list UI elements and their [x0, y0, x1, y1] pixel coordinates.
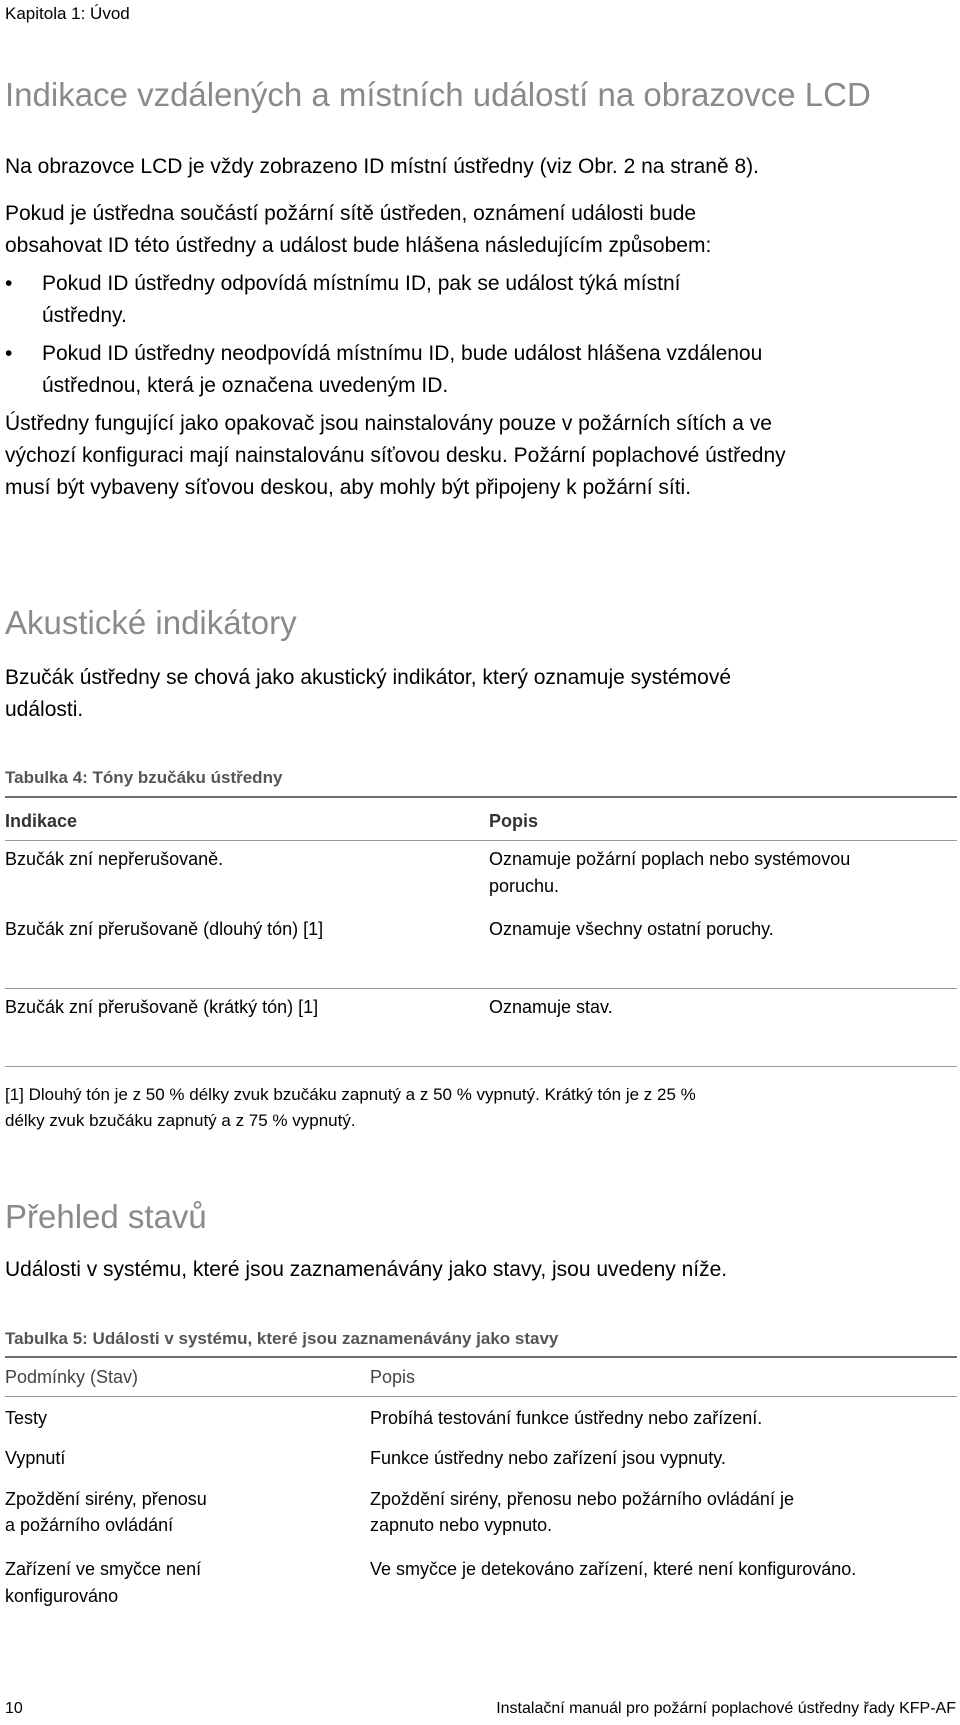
paragraph-repeater-line2: výchozí konfiguraci mají nainstalovánu síťovou desku. Požární poplachové ústředny	[5, 444, 786, 467]
paragraph-repeater-line1: Ústředny fungující jako opakovač jsou nainstalovány pouze v požárních sítích a ve	[5, 412, 772, 435]
bullet-item	[5, 338, 945, 402]
table5-caption: Tabulka 5: Události v systému, které jsou zaznamenávány jako stavy	[5, 1329, 559, 1348]
table5-cell-condition: Testy	[5, 1408, 48, 1428]
bullet-text-line2: ústřednou, která je označena uvedeným ID.	[42, 374, 449, 397]
table4-cell-indication: Bzučák zní přerušovaně (krátký tón) [1]	[5, 997, 319, 1017]
table5-cell-description: Zpoždění sirény, přenosu nebo požárního ovládání je	[370, 1489, 794, 1509]
table4-cell-indication: Bzučák zní přerušovaně (dlouhý tón) [1]	[5, 919, 324, 939]
table4-cell-description: Oznamuje požární poplach nebo systémovou	[489, 849, 851, 869]
table5-header-conditions: Podmínky (Stav)	[5, 1367, 139, 1387]
paragraph-network-line2: obsahovat ID této ústředny a událost bude hlášena následujícím způsobem:	[5, 234, 712, 257]
table5-cell-description: Funkce ústředny nebo zařízení jsou vypnuty.	[370, 1448, 726, 1468]
table4-cell-description: Oznamuje stav.	[489, 997, 613, 1017]
table4-row-rule	[5, 988, 957, 989]
footer-page-number: 10	[5, 1700, 23, 1717]
table5-cell-condition-cont: a požárního ovládání	[5, 1515, 174, 1535]
section-title-remote-local-events: Indikace vzdálených a místních událostí na obrazovce LCD	[5, 76, 871, 113]
paragraph-lcd-id: Na obrazovce LCD je vždy zobrazeno ID místní ústředny (viz Obr. 2 na straně 8).	[5, 155, 759, 178]
table4-cell-description-cont: poruchu.	[489, 876, 560, 896]
table5-header-popis: Popis	[370, 1367, 416, 1387]
table5-top-rule	[5, 1356, 957, 1358]
table4-footnote-line2: délky zvuk bzučáku zapnutý a z 75 % vypnutý.	[5, 1111, 356, 1130]
table4-caption: Tabulka 4: Tóny bzučáku ústředny	[5, 768, 283, 787]
table4-header-rule	[5, 840, 957, 841]
bullet-text-line1: Pokud ID ústředny neodpovídá místnímu ID, bude událost hlášena vzdálenou	[42, 342, 763, 365]
table4-header-indikace: Indikace	[5, 811, 78, 831]
bullet-icon: •	[5, 342, 13, 365]
table5-cell-description-cont: zapnuto nebo vypnuto.	[370, 1515, 553, 1535]
table5-cell-condition-cont: konfigurováno	[5, 1586, 119, 1606]
table4-cell-description: Oznamuje všechny ostatní poruchy.	[489, 919, 774, 939]
paragraph-buzzer-line1: Bzučák ústředny se chová jako akustický indikátor, který oznamuje systémové	[5, 666, 731, 689]
table5-cell-condition: Vypnutí	[5, 1448, 66, 1468]
table4-footnote-line1: [1] Dlouhý tón je z 50 % délky zvuk bzučáku zapnutý a z 50 % vypnutý. Krátký tón je z 25 %	[5, 1085, 696, 1104]
bullet-text-line2: ústředny.	[42, 304, 127, 327]
table5-cell-condition: Zařízení ve smyčce není	[5, 1559, 202, 1579]
paragraph-status-intro: Události v systému, které jsou zaznamenávány jako stavy, jsou uvedeny níže.	[5, 1258, 728, 1281]
bullet-icon: •	[5, 272, 13, 295]
bullet-text-line1: Pokud ID ústředny odpovídá místnímu ID, pak se událost týká místní	[42, 272, 681, 295]
table4-top-rule	[5, 796, 957, 798]
paragraph-network-line1: Pokud je ústředna součástí požární sítě ústředen, oznámení události bude	[5, 202, 697, 225]
footer-manual-title: Instalační manuál pro požární poplachové ústředny řady KFP-AF	[496, 1700, 956, 1717]
table4-cell-indication: Bzučák zní nepřerušovaně.	[5, 849, 224, 869]
table5-cell-condition: Zpoždění sirény, přenosu	[5, 1489, 207, 1509]
table4-bottom-rule	[5, 1066, 957, 1067]
paragraph-repeater-line3: musí být vybaveny síťovou deskou, aby mohly být připojeny k požární síti.	[5, 476, 692, 499]
section-title-status-overview: Přehled stavů	[5, 1198, 207, 1235]
bullet-item	[5, 268, 945, 332]
chapter-header: Kapitola 1: Úvod	[5, 4, 130, 23]
table4-header-popis: Popis	[489, 811, 539, 831]
table5-cell-description: Ve smyčce je detekováno zařízení, které není konfigurováno.	[370, 1559, 857, 1579]
section-title-acoustic: Akustické indikátory	[5, 604, 297, 641]
table5-header-rule	[5, 1396, 957, 1397]
table5-cell-description: Probíhá testování funkce ústředny nebo zařízení.	[370, 1408, 763, 1428]
paragraph-buzzer-line2: události.	[5, 698, 84, 721]
